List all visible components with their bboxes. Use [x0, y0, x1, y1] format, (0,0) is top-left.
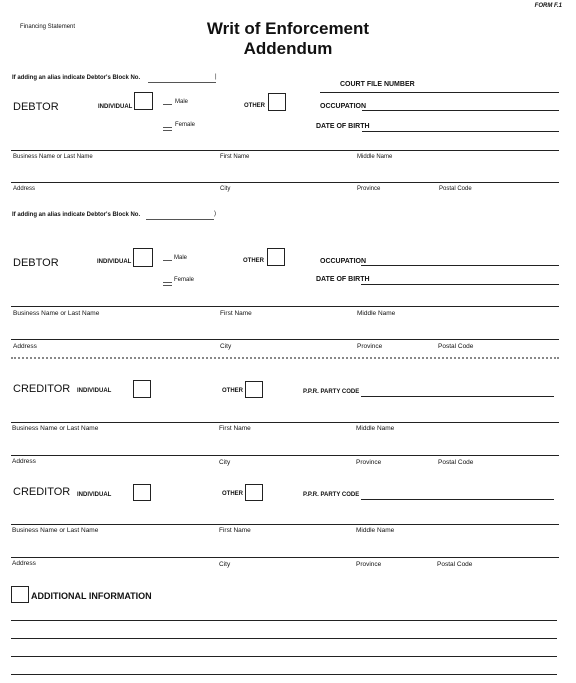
debtor2-other-checkbox[interactable] [267, 248, 285, 266]
debtor1-individual-checkbox[interactable] [134, 92, 153, 110]
creditor1-address-line[interactable] [11, 455, 559, 456]
debtor2-male-label: Male [174, 255, 188, 261]
debtor1-male-label: Male [175, 99, 189, 105]
debtor2-other-label: OTHER [243, 258, 264, 264]
creditor1-other-checkbox[interactable] [245, 381, 263, 398]
creditor1-business-name: Business Name or Last Name [12, 425, 99, 432]
form-title: Writ of Enforcement [206, 19, 370, 38]
creditor2-other-checkbox[interactable] [245, 484, 263, 501]
additional-info-line-4[interactable] [11, 674, 557, 675]
creditor1-address: Address [12, 458, 36, 465]
creditor2-middle-name: Middle Name [356, 527, 395, 534]
additional-info-line-3[interactable] [11, 656, 557, 657]
debtor2-dob-field[interactable] [361, 284, 559, 285]
creditor1-name-line[interactable] [11, 422, 559, 423]
court-file-label: COURT FILE NUMBER [340, 81, 415, 88]
debtor2-address: Address [13, 343, 37, 350]
creditor2-ppr-field[interactable] [361, 499, 554, 500]
additional-info-checkbox[interactable] [11, 586, 29, 603]
creditor2-address-line[interactable] [11, 557, 559, 558]
debtor2-address-line[interactable] [11, 339, 559, 340]
debtor2-male-blank[interactable] [163, 260, 172, 261]
debtor2-alias-field[interactable] [146, 219, 214, 220]
creditor1-middle-name: Middle Name [356, 425, 395, 432]
creditor2-label: CREDITOR [13, 486, 71, 498]
debtor1-middle-name: Middle Name [357, 154, 393, 160]
debtor2-first-name: First Name [220, 310, 252, 317]
debtor1-individual-label: INDIVIDUAL [98, 104, 133, 110]
creditor2-name-line[interactable] [11, 524, 559, 525]
debtor2-province: Province [357, 343, 383, 350]
debtor2-middle-name: Middle Name [357, 310, 396, 317]
creditor2-city: City [219, 561, 231, 568]
debtor1-label: DEBTOR [13, 101, 59, 113]
debtor2-female-label: Female [174, 277, 195, 283]
debtor2-postal-code: Postal Code [438, 343, 474, 350]
creditor2-individual-label: INDIVIDUAL [77, 492, 112, 498]
debtor1-first-name: First Name [220, 154, 250, 160]
creditor1-first-name: First Name [219, 425, 251, 432]
debtor1-female-blank[interactable] [163, 127, 172, 128]
debtor1-city: City [220, 186, 231, 192]
debtor1-dob-label: DATE OF BIRTH [316, 123, 370, 130]
creditor2-postal-code: Postal Code [437, 561, 473, 568]
debtor2-individual-checkbox[interactable] [133, 248, 153, 267]
debtor1-business-name: Business Name or Last Name [13, 154, 93, 160]
debtor1-male-blank[interactable] [163, 104, 172, 105]
creditor2-other-label: OTHER [222, 491, 243, 497]
creditor1-postal-code: Postal Code [438, 459, 474, 466]
form-number: FORM F.1 [534, 3, 562, 9]
debtor1-name-line[interactable] [11, 150, 559, 151]
creditor2-address: Address [12, 560, 36, 567]
debtor1-address-line[interactable] [11, 182, 559, 183]
creditor2-ppr-label: P.P.R. PARTY CODE [303, 492, 360, 498]
debtor2-occupation-field[interactable] [361, 265, 559, 266]
debtor2-individual-label: INDIVIDUAL [97, 259, 132, 265]
debtor1-province: Province [357, 186, 381, 192]
creditor1-other-label: OTHER [222, 388, 243, 394]
additional-info-label: ADDITIONAL INFORMATION [31, 591, 152, 601]
creditor1-ppr-label: P.P.R. PARTY CODE [303, 389, 360, 395]
debtor1-alias-prompt: If adding an alias indicate Debtor's Block No. [12, 75, 141, 81]
creditor2-individual-checkbox[interactable] [133, 484, 151, 501]
creditor2-business-name: Business Name or Last Name [12, 527, 99, 534]
debtor1-address: Address [13, 186, 36, 192]
debtor1-other-label: OTHER [244, 103, 265, 109]
header-left: Financing Statement [20, 24, 76, 30]
creditor2-first-name: First Name [219, 527, 251, 534]
debtor1-occupation-field[interactable] [362, 110, 559, 111]
additional-info-line-2[interactable] [11, 638, 557, 639]
creditor1-label: CREDITOR [13, 383, 71, 395]
creditor1-province: Province [356, 459, 382, 466]
debtor2-dob-label: DATE OF BIRTH [316, 276, 370, 283]
debtor2-label: DEBTOR [13, 257, 59, 269]
debtor1-other-checkbox[interactable] [268, 93, 286, 111]
debtor2-female-blank[interactable] [163, 282, 172, 283]
debtor1-occupation-label: OCCUPATION [320, 103, 367, 110]
creditor2-province: Province [356, 561, 382, 568]
creditor1-ppr-field[interactable] [361, 396, 554, 397]
debtor1-alias-field[interactable] [148, 82, 216, 83]
creditor1-individual-label: INDIVIDUAL [77, 388, 112, 394]
debtor2-occupation-label: OCCUPATION [320, 258, 367, 265]
debtor1-female-label: Female [175, 122, 196, 128]
debtor2-city: City [220, 343, 232, 350]
court-file-field[interactable] [320, 92, 559, 93]
debtor1-postal-code: Postal Code [439, 186, 472, 192]
debtor1-dob-field[interactable] [362, 131, 559, 132]
debtor2-alias-prompt: If adding an alias indicate Debtor's Block No. [12, 212, 141, 218]
creditor1-city: City [219, 459, 231, 466]
debtor2-name-line[interactable] [11, 306, 559, 307]
creditor1-individual-checkbox[interactable] [133, 380, 151, 398]
form-subtitle: Addendum [243, 39, 333, 58]
additional-info-line-1[interactable] [11, 620, 557, 621]
section-divider [11, 357, 559, 359]
debtor2-business-name: Business Name or Last Name [13, 310, 100, 317]
